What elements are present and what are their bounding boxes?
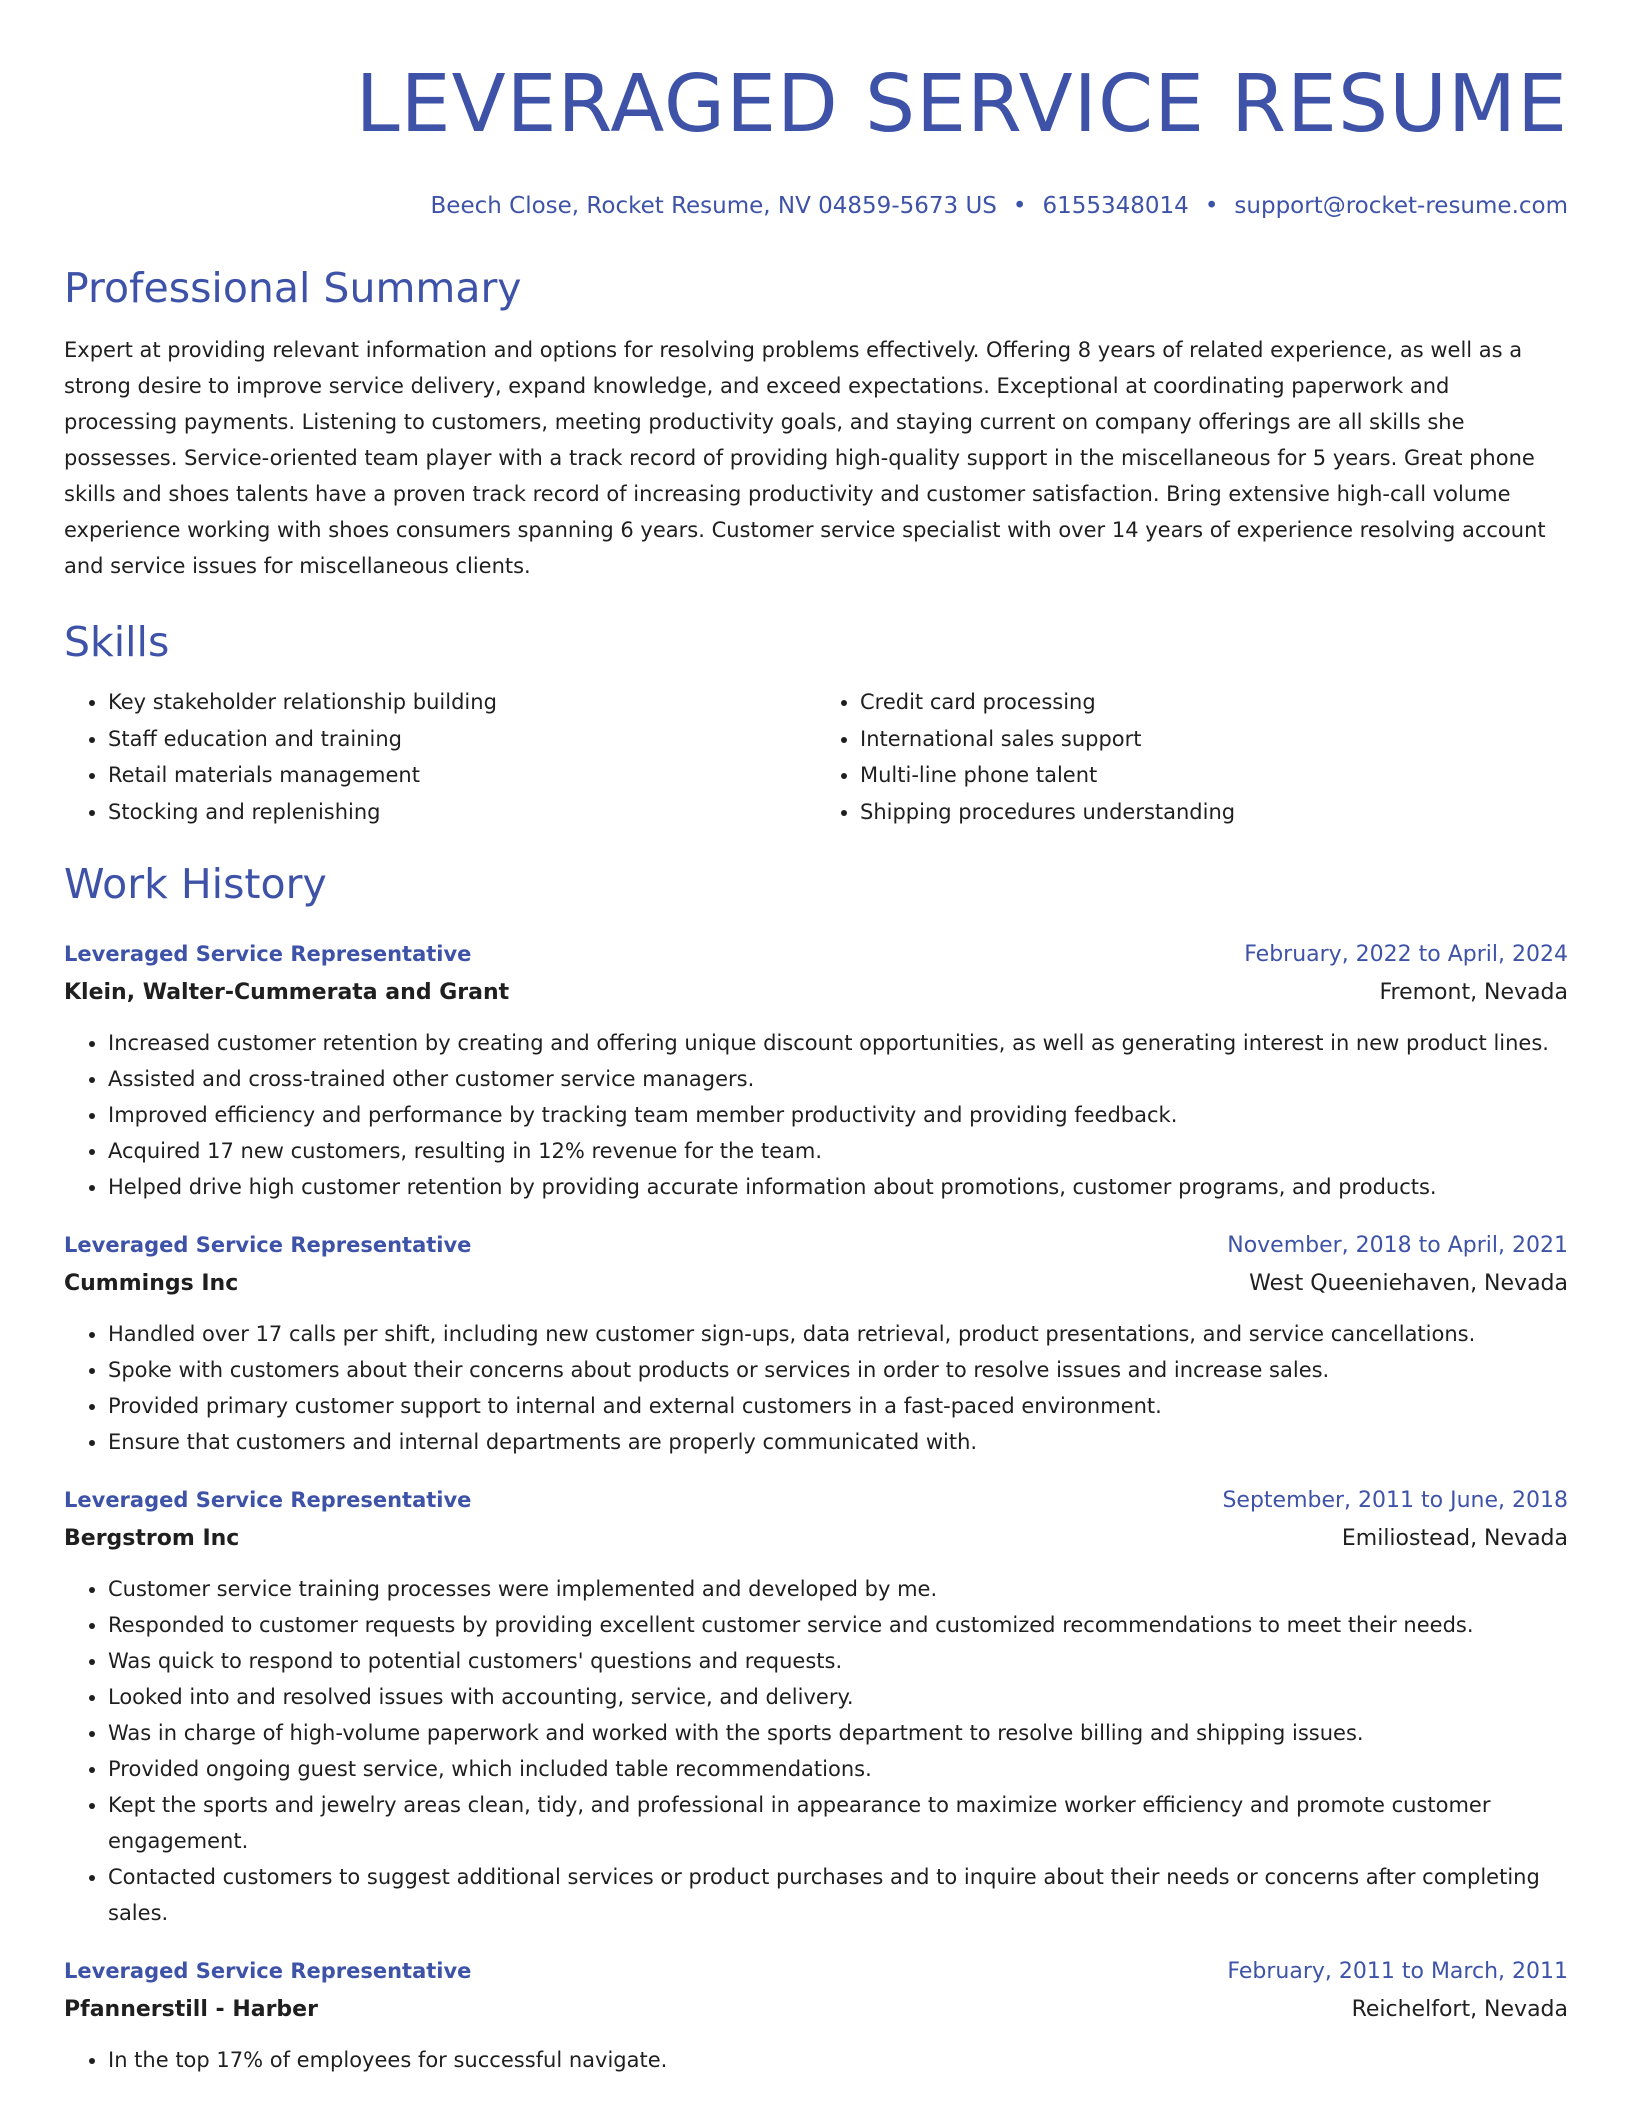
contact-separator: • [1012, 193, 1027, 219]
work-history-section [64, 858, 1568, 2078]
skills-grid [64, 684, 1568, 830]
job-location: Reichelfort, Nevada [1351, 1997, 1568, 2023]
job-bullet: • Ensure that customers and internal departments are properly communicated with. [108, 1424, 1568, 1460]
job-bullet: • Increased customer retention by creating and offering unique discount opportunities, as well as generating interest in new product lines. [108, 1025, 1568, 1061]
contact-line [64, 190, 1568, 222]
resume-header [64, 56, 1568, 222]
job-bullet: • Improved efficiency and performance by tracking team member productivity and providing feedback. [108, 1097, 1568, 1133]
job-company-row [64, 973, 1568, 1013]
skills-column-right [816, 684, 1568, 830]
job-bullet: • Responded to customer requests by providing excellent customer service and customized recommendations to meet their needs. [108, 1607, 1568, 1643]
job-location: Emiliostead, Nevada [1341, 1526, 1568, 1552]
skill-item: • Staff education and training [108, 721, 816, 758]
job-entry [64, 936, 1568, 1205]
resume-name: LEVERAGED SERVICE RESUME [355, 58, 1568, 150]
job-entry [64, 1227, 1568, 1460]
skill-item: • Credit card processing [860, 684, 1568, 721]
skill-item: • Stocking and replenishing [108, 794, 816, 831]
job-title-row [64, 936, 1568, 973]
job-company-row [64, 1990, 1568, 2030]
job-dates: February, 2011 to March, 2011 [1227, 1959, 1568, 1985]
job-title-row [64, 1227, 1568, 1264]
summary-heading: Professional Summary [64, 264, 522, 312]
job-bullet: • Customer service training processes were implemented and developed by me. [108, 1571, 1568, 1607]
job-entry [64, 1953, 1568, 2078]
job-bullet: • Provided primary customer support to internal and external customers in a fast-paced environment. [108, 1388, 1568, 1424]
job-title: Leveraged Service Representative [64, 1233, 472, 1258]
job-bullets [64, 1571, 1568, 1931]
job-company-row [64, 1264, 1568, 1304]
summary-section [64, 262, 1568, 584]
job-dates: November, 2018 to April, 2021 [1227, 1233, 1568, 1259]
job-bullet: • Acquired 17 new customers, resulting in 12% revenue for the team. [108, 1133, 1568, 1169]
contact-separator: • [1204, 193, 1219, 219]
job-company-row [64, 1519, 1568, 1559]
job-company: Pfannerstill - Harber [64, 1997, 318, 2023]
job-dates: September, 2011 to June, 2018 [1222, 1488, 1568, 1514]
skill-item: • Key stakeholder relationship building [108, 684, 816, 721]
job-bullet: • Assisted and cross-trained other customer service managers. [108, 1061, 1568, 1097]
contact-email[interactable]: support@rocket-resume.com [1234, 193, 1568, 219]
skills-section [64, 616, 1568, 830]
job-bullets [64, 1316, 1568, 1460]
job-title: Leveraged Service Representative [64, 1959, 472, 1984]
skills-column-left [64, 684, 816, 830]
job-bullet: • In the top 17% of employees for successful navigate. [108, 2042, 1568, 2078]
job-company: Bergstrom Inc [64, 1526, 240, 1552]
job-dates: February, 2022 to April, 2024 [1244, 942, 1568, 968]
job-bullets [64, 2042, 1568, 2078]
work-history-heading: Work History [64, 860, 327, 909]
skills-heading: Skills [64, 618, 170, 666]
contact-address: Beech Close, Rocket Resume, NV 04859-5673 US [430, 193, 997, 219]
job-bullet: • Spoke with customers about their concerns about products or services in order to resolve issues and increase sales. [108, 1352, 1568, 1388]
job-title-row [64, 1482, 1568, 1519]
job-title-row [64, 1953, 1568, 1990]
job-location: West Queeniehaven, Nevada [1249, 1271, 1568, 1297]
job-bullet: • Was quick to respond to potential customers' questions and requests. [108, 1643, 1568, 1679]
job-bullet: • Looked into and resolved issues with accounting, service, and delivery. [108, 1679, 1568, 1715]
job-bullet: • Was in charge of high-volume paperwork and worked with the sports department to resolve billing and shipping issues. [108, 1715, 1568, 1751]
job-bullet: • Provided ongoing guest service, which included table recommendations. [108, 1751, 1568, 1787]
skill-item: • Multi-line phone talent [860, 757, 1568, 794]
resume-page [64, 0, 1568, 2078]
contact-phone[interactable]: 6155348014 [1042, 193, 1189, 219]
summary-text: Expert at providing relevant information and options for resolving problems effectively. Offering 8 years of related experience, as well as a strong desire to improve service delivery, expand knowledge, and exceed expectations. Exceptional at coordinating paperwork and processing payments. Listening to customers, meeting productivity goals, and staying current on company offerings are all skills she possesses. Service-oriented team player with a track record of providing high-quality support in the miscellaneous for 5 years. Great phone skills and shoes talents have a proven track record of increasing productivity and customer satisfaction. Bring extensive high-call volume experience working with shoes consumers spanning 6 years. Customer service specialist with over 14 years of experience resolving account and service issues for miscellaneous clients. [64, 338, 1546, 578]
job-bullet: • Helped drive high customer retention by providing accurate information about promotions, customer programs, and products. [108, 1169, 1568, 1205]
job-bullet: • Handled over 17 calls per shift, including new customer sign-ups, data retrieval, product presentations, and service cancellations. [108, 1316, 1568, 1352]
job-bullet: • Kept the sports and jewelry areas clean, tidy, and professional in appearance to maximize worker efficiency and promote customer engagement. [108, 1787, 1568, 1859]
skill-item: • Shipping procedures understanding [860, 794, 1568, 831]
job-title: Leveraged Service Representative [64, 1488, 472, 1513]
job-entry [64, 1482, 1568, 1931]
job-title: Leveraged Service Representative [64, 942, 472, 967]
job-bullet: • Contacted customers to suggest additional services or product purchases and to inquire about their needs or concerns after completing sales. [108, 1859, 1568, 1931]
job-company: Cummings Inc [64, 1271, 239, 1297]
job-location: Fremont, Nevada [1379, 980, 1568, 1006]
skill-item: • International sales support [860, 721, 1568, 758]
job-company: Klein, Walter-Cummerata and Grant [64, 980, 510, 1006]
skill-item: • Retail materials management [108, 757, 816, 794]
job-bullets [64, 1025, 1568, 1205]
